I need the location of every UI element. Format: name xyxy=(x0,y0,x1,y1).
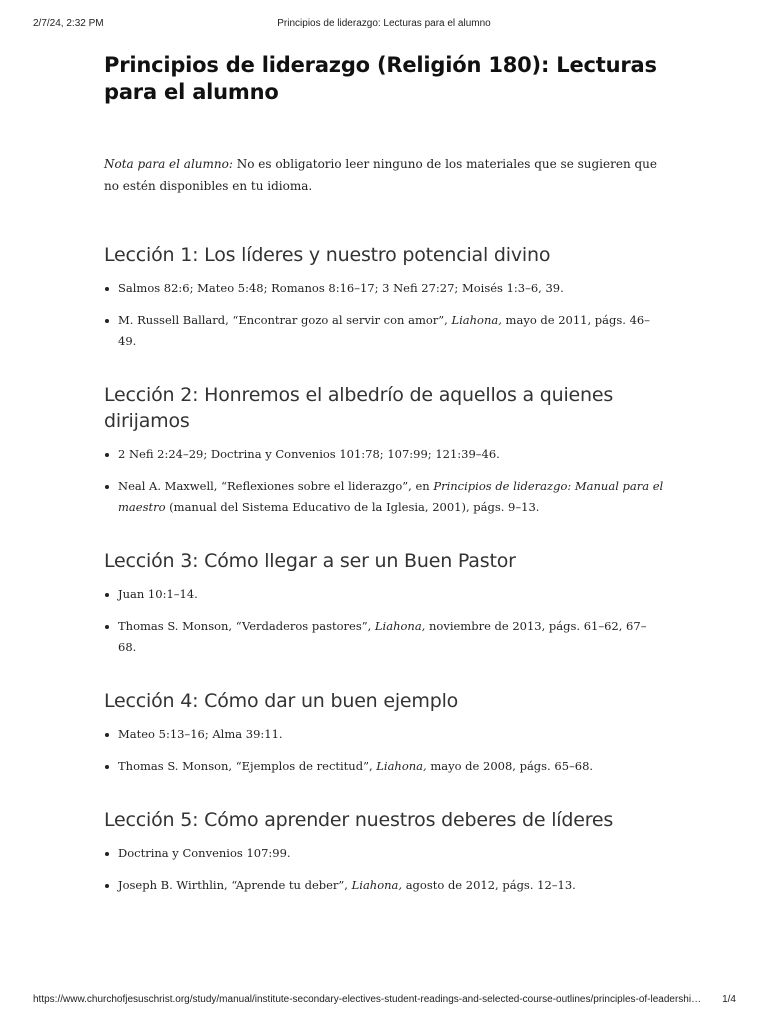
reading-item: Thomas S. Monson, “Ejemplos de rectitud”, Liahona, mayo de 2008, págs. 65–68. xyxy=(118,756,664,777)
lesson-heading: Lección 5: Cómo aprender nuestros deberes de líderes xyxy=(104,809,614,831)
publication-title: Liahona, xyxy=(374,619,426,633)
reading-list xyxy=(104,843,664,896)
lesson-heading: Lección 1: Los líderes y nuestro potencial divino xyxy=(104,244,551,266)
reading-item: M. Russell Ballard, “Encontrar gozo al servir con amor”, Liahona, mayo de 2011, págs. 46–49. xyxy=(118,310,664,352)
page-url: https://www.churchofjesuschrist.org/study/manual/institute-secondary-electives-student-readings-and-selected-course-outlines/principles-of-leadershi… xyxy=(33,994,702,1005)
lesson-heading: Lección 2: Honremos el albedrío de aquellos a quienes dirijamos xyxy=(104,384,614,432)
print-page-title: Principios de liderazgo: Lecturas para el alumno xyxy=(277,18,491,29)
reading-item: Doctrina y Convenios 107:99. xyxy=(118,843,664,864)
note-label: Nota para el alumno: xyxy=(104,157,233,171)
print-header xyxy=(0,18,768,32)
page-number: 1/4 xyxy=(722,994,736,1005)
article xyxy=(104,52,664,907)
reading-item: Neal A. Maxwell, “Reflexiones sobre el liderazgo”, en Principios de liderazgo: Manual para el maestro (manual del Sistema Educativo de la Iglesia, 2001), págs. 9–13. xyxy=(118,476,664,518)
reading-item: Joseph B. Wirthlin, “Aprende tu deber”, Liahona, agosto de 2012, págs. 12–13. xyxy=(118,875,664,896)
lesson-1 xyxy=(104,242,664,352)
lesson-3 xyxy=(104,548,664,658)
publication-title: Liahona, xyxy=(451,313,502,327)
lesson-2 xyxy=(104,382,664,518)
note-text: No es obligatorio leer ninguno de los materiales que se sugieren que no estén disponibles en tu idioma. xyxy=(104,157,658,193)
student-note xyxy=(104,153,664,197)
lesson-4 xyxy=(104,688,664,777)
lesson-5 xyxy=(104,807,664,896)
reading-item: Thomas S. Monson, “Verdaderos pastores”, Liahona, noviembre de 2013, págs. 61–62, 67–68. xyxy=(118,616,664,658)
publication-title: Liahona, xyxy=(351,878,403,892)
page-title: Principios de liderazgo (Religión 180): Lecturas para el alumno xyxy=(104,53,657,104)
publication-title: Liahona, xyxy=(376,759,427,773)
print-footer xyxy=(0,994,768,1008)
reading-list xyxy=(104,724,664,777)
lesson-heading: Lección 4: Cómo dar un buen ejemplo xyxy=(104,690,459,712)
reading-item: 2 Nefi 2:24–29; Doctrina y Convenios 101:78; 107:99; 121:39–46. xyxy=(118,444,664,465)
publication-title: Principios de liderazgo: Manual para el maestro xyxy=(118,479,664,514)
reading-item: Mateo 5:13–16; Alma 39:11. xyxy=(118,724,664,745)
lesson-heading: Lección 3: Cómo llegar a ser un Buen Pastor xyxy=(104,550,516,572)
print-datetime: 2/7/24, 2:32 PM xyxy=(33,18,104,29)
reading-item: Juan 10:1–14. xyxy=(118,584,664,605)
reading-item: Salmos 82:6; Mateo 5:48; Romanos 8:16–17; 3 Nefi 27:27; Moisés 1:3–6, 39. xyxy=(118,278,664,299)
reading-list xyxy=(104,278,664,352)
reading-list xyxy=(104,584,664,658)
reading-list xyxy=(104,444,664,518)
